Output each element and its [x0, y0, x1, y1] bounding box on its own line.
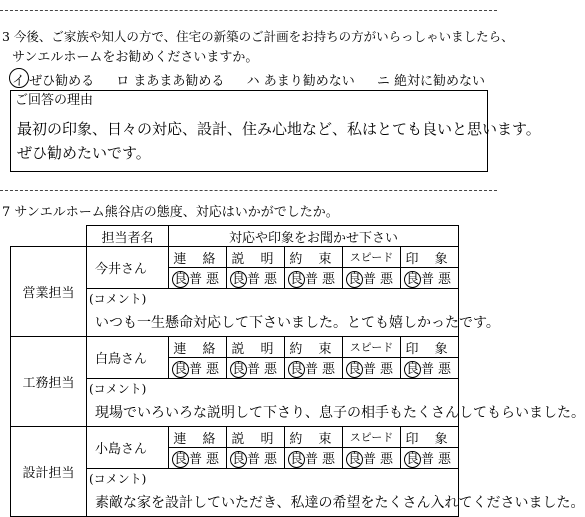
comment-label-construction: (コメント): [87, 379, 459, 399]
criterion-explanation: 説 明: [227, 427, 285, 448]
criterion-speed: スピード: [343, 337, 401, 358]
role-design: 設計担当: [11, 427, 87, 517]
q3-line2: サンエルホームをお勧めくださいますか。: [12, 50, 259, 65]
criterion-speed: スピード: [343, 247, 401, 268]
rating-contact[interactable]: 良 普悪: [169, 358, 227, 379]
rating-explanation[interactable]: 良 普悪: [227, 268, 285, 289]
rating-impression[interactable]: 良 普悪: [401, 358, 459, 379]
rating-explanation[interactable]: 良 普悪: [227, 358, 285, 379]
q3-option-1[interactable]: イ ぜひ勧める: [12, 70, 94, 89]
criterion-impression: 印 象: [401, 247, 459, 268]
comment-label-sales: (コメント): [87, 289, 459, 309]
criterion-promise: 約 束: [285, 427, 343, 448]
evaluation-table: [10, 225, 585, 517]
rating-explanation[interactable]: 良 普悪: [227, 448, 285, 469]
rating-speed[interactable]: 良 普悪: [343, 448, 401, 469]
comment-label-design: (コメント): [87, 469, 459, 489]
q3-option-2[interactable]: ロ まあまあ勧める: [116, 74, 225, 89]
rating-promise[interactable]: 良 普悪: [285, 448, 343, 469]
rating-contact[interactable]: 良 普悪: [169, 268, 227, 289]
rating-promise[interactable]: 良 普悪: [285, 358, 343, 379]
rating-impression[interactable]: 良 普悪: [401, 268, 459, 289]
name-design: 小島さん: [87, 427, 169, 469]
header-impression: 対応や印象をお聞かせ下さい: [169, 226, 459, 247]
rating-speed[interactable]: 良 普悪: [343, 358, 401, 379]
criterion-promise: 約 束: [285, 247, 343, 268]
role-construction: 工務担当: [11, 337, 87, 427]
selected-circle-icon: [9, 68, 29, 88]
q3-reason-line1: 最初の印象、日々の対応、設計、住み心地など、私はとても良いと思います。: [17, 120, 541, 138]
q3-reason-line2: ぜひ勧めたいです。: [17, 144, 151, 162]
comment-construction: 現場でいろいろな説明して下さり、息子の相手もたくさんしてもらいました。: [87, 398, 459, 427]
criterion-promise: 約 束: [285, 337, 343, 358]
mid-divider: [0, 190, 497, 191]
criterion-contact: 連 絡: [169, 247, 227, 268]
rating-speed[interactable]: 良 普悪: [343, 268, 401, 289]
rating-promise[interactable]: 良 普悪: [285, 268, 343, 289]
q3-option-4[interactable]: ニ 絶対に勧めない: [376, 74, 485, 89]
q3-option-3[interactable]: ハ あまり勧めない: [246, 74, 355, 89]
rating-contact[interactable]: 良 普悪: [169, 448, 227, 469]
q3-options: [12, 70, 485, 89]
criterion-impression: 印 象: [401, 427, 459, 448]
criterion-contact: 連 絡: [169, 337, 227, 358]
q3-reason-box: [10, 90, 541, 172]
criterion-explanation: 説 明: [227, 337, 285, 358]
q7-title: 7 サンエルホーム熊谷店の態度、対応はいかがでしたか。: [2, 205, 339, 220]
name-construction: 白鳥さん: [87, 337, 169, 379]
q3-reason-label: ご回答の理由: [15, 93, 94, 108]
name-sales: 今井さん: [87, 247, 169, 289]
criterion-speed: スピード: [343, 427, 401, 448]
comment-design: 素敵な家を設計していただき、私達の希望をたくさん入れてくださいました。: [87, 488, 459, 517]
role-sales: 営業担当: [11, 247, 87, 337]
criterion-contact: 連 絡: [169, 427, 227, 448]
header-person: 担当者名: [87, 226, 169, 247]
criterion-explanation: 説 明: [227, 247, 285, 268]
rating-impression[interactable]: 良 普悪: [401, 448, 459, 469]
comment-sales: いつも一生懸命対応して下さいました。とても嬉しかったです。: [87, 308, 459, 337]
q3-line1: 3 今後、ご家族や知人の方で、住宅の新築のご計画をお持ちの方がいらっしゃいましたら、: [2, 29, 514, 44]
criterion-impression: 印 象: [401, 337, 459, 358]
top-divider: [0, 10, 497, 11]
